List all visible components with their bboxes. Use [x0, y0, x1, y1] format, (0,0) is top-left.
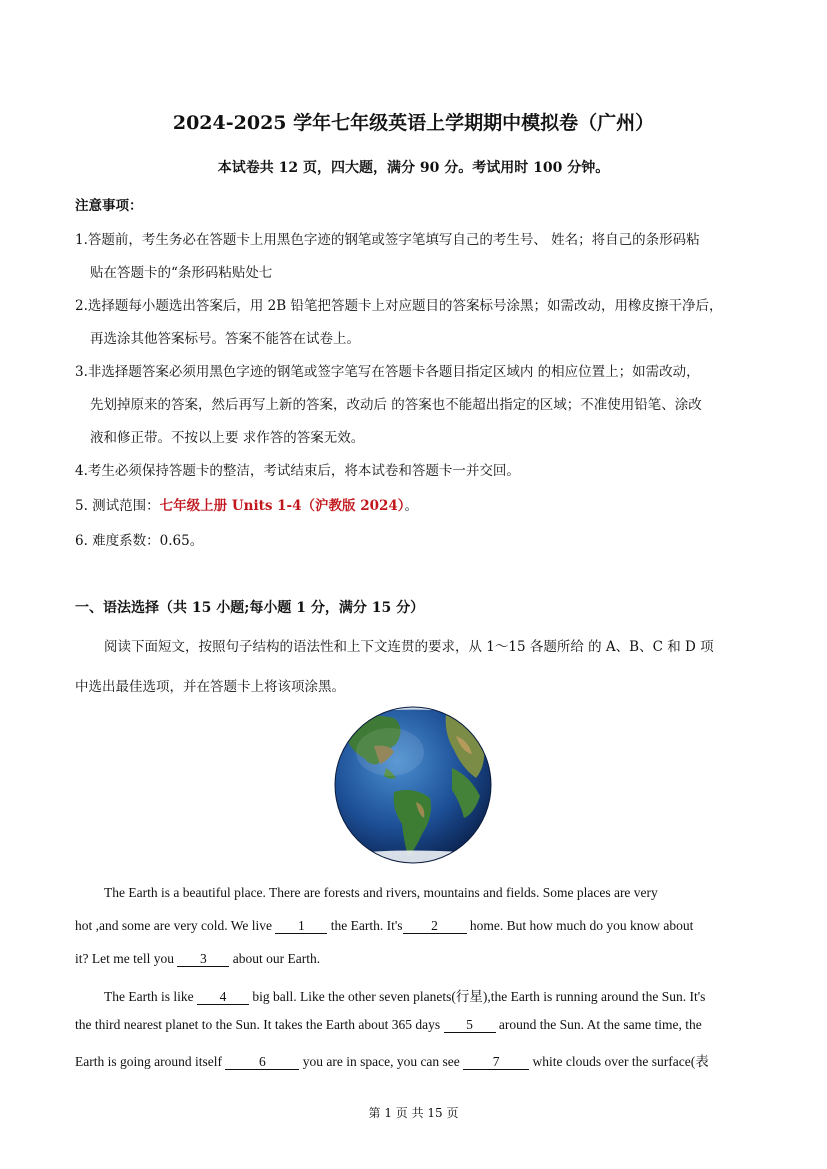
- exam-info: 本试卷共 12 页，四大题，满分 90 分。考试用时 100 分钟。: [217, 160, 610, 176]
- blank-1: 1: [275, 919, 327, 934]
- passage-text: about our Earth.: [229, 951, 321, 966]
- notice-5: [75, 494, 418, 514]
- section-1-instructions: 阅读下面短文，按照句子结构的语法性和上下文连贯的要求，从 1～15 各题所给 的 A、B、C 和 D 项: [104, 639, 714, 655]
- blank-5: 5: [444, 1018, 496, 1033]
- notice-2-cont: 再选涂其他答案标号。答案不能答在试卷上。: [90, 331, 360, 347]
- notice-4: 4.考生必须保持答题卡的整洁，考试结束后，将本试卷和答题卡一并交回。: [75, 463, 520, 479]
- notice-1: 1.答题前，考生务必在答题卡上用黑色字迹的钢笔或签字笔填写自己的考生号、 姓名；将自己的条形码粘: [75, 232, 700, 248]
- section-1-heading: 一、语法选择（共 15 小题;每小题 1 分，满分 15 分）: [75, 600, 425, 616]
- passage-text: The Earth is like: [104, 989, 197, 1004]
- page-title: 2024-2025 学年七年级英语上学期期中模拟卷（广州）: [172, 112, 655, 134]
- passage-line-4: [104, 985, 705, 1005]
- passage-text: home. But how much do you know about: [466, 918, 694, 933]
- passage-text: around the Sun. At the same time, the: [495, 1017, 702, 1032]
- passage-text: the third nearest planet to the Sun. It takes the Earth about 365 days: [75, 1017, 444, 1032]
- section-1-instructions-cont: 中选出最佳选项，并在答题卡上将该项涂黑。: [75, 679, 345, 695]
- notice-2: 2.选择题每小题选出答案后，用 2B 铅笔把答题卡上对应题目的答案标号涂黑；如需改动，用橡皮擦干净后，: [75, 298, 723, 314]
- passage-text: hot ,and some are very cold. We live: [75, 918, 276, 933]
- test-scope-value: 七年级上册 Units 1-4（沪教版 2024）: [159, 498, 405, 514]
- passage-text: white clouds over the surface(表: [529, 1054, 709, 1069]
- notice-3: 3.非选择题答案必须用黑色字迹的钢笔或签字笔写在答题卡各题目指定区域内 的相应位置上；如需改动，: [75, 364, 700, 380]
- passage-text: Earth is going around itself: [75, 1054, 226, 1069]
- page-footer: 第 1 页 共 15 页: [368, 1106, 459, 1120]
- blank-7: 7: [463, 1055, 529, 1070]
- passage-line-6: [75, 1050, 709, 1070]
- passage-text: big ball. Like the other seven planets(行星),the Earth is running around the Sun. It's: [248, 989, 706, 1004]
- passage-line-1: The Earth is a beautiful place. There are forests and rivers, mountains and fields. Some places are very: [104, 885, 658, 900]
- blank-6: 6: [225, 1055, 299, 1070]
- notice-heading: 注意事项：: [75, 198, 143, 214]
- test-scope-suffix: 。: [404, 498, 419, 514]
- notice-3-cont2: 液和修正带。不按以上要 求作答的答案无效。: [90, 430, 365, 446]
- passage-text: the Earth. It's: [327, 918, 403, 933]
- notice-3-cont: 先划掉原来的答案，然后再写上新的答案，改动后 的答案也不能超出指定的区域；不准使用铅笔、涂改: [90, 397, 702, 413]
- blank-3: 3: [177, 952, 229, 967]
- blank-2: 2: [403, 919, 467, 934]
- blank-4: 4: [197, 990, 249, 1005]
- notice-1-cont: 贴在答题卡的“条形码粘贴处七: [90, 265, 273, 281]
- passage-text: it? Let me tell you: [75, 951, 178, 966]
- passage-text: you are in space, you can see: [299, 1054, 464, 1069]
- passage-line-5: [75, 1017, 702, 1033]
- notice-6: 6. 难度系数：0.65。: [75, 533, 204, 549]
- test-scope-label: 5. 测试范围：: [75, 498, 160, 514]
- passage-line-3: [75, 951, 320, 967]
- earth-globe-image: [334, 706, 492, 864]
- passage-line-2: [75, 918, 693, 934]
